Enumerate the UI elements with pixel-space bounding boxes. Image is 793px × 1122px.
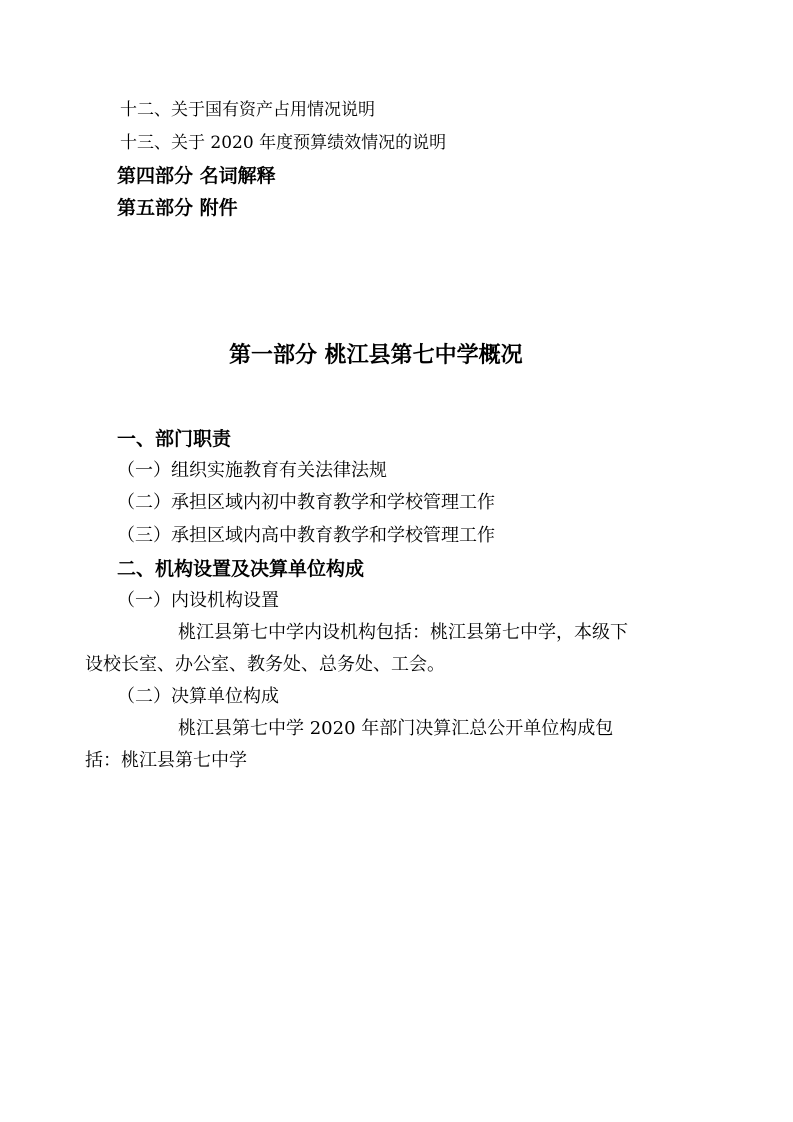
toc-part-4: 第四部分 名词解释 [117, 165, 276, 187]
subsection-title: （一）内设机构设置 [117, 590, 279, 611]
toc-item-13: 十三、关于 2020 年度预算绩效情况的说明 [120, 133, 447, 153]
paragraph-line: 设校长室、办公室、教务处、总务处、工会。 [85, 654, 445, 675]
subsection-title: （二）决算单位构成 [117, 686, 279, 707]
toc-item-12: 十二、关于国有资产占用情况说明 [120, 100, 375, 120]
duties-item: （一）组织实施教育有关法律法规 [117, 460, 387, 481]
paragraph-line: 桃江县第七中学内设机构包括：桃江县第七中学，本级下 [178, 622, 628, 643]
toc-part-5: 第五部分 附件 [117, 197, 238, 219]
paragraph-line: 桃江县第七中学 2020 年部门决算汇总公开单位构成包 [178, 718, 614, 739]
structure-heading: 二、机构设置及决算单位构成 [117, 558, 365, 580]
section-title: 第一部分 桃江县第七中学概况 [229, 343, 523, 368]
duties-item: （二）承担区域内初中教育教学和学校管理工作 [117, 492, 495, 513]
paragraph-line: 括：桃江县第七中学 [85, 750, 247, 771]
duties-item: （三）承担区域内高中教育教学和学校管理工作 [117, 525, 495, 546]
duties-heading: 一、部门职责 [117, 428, 232, 450]
